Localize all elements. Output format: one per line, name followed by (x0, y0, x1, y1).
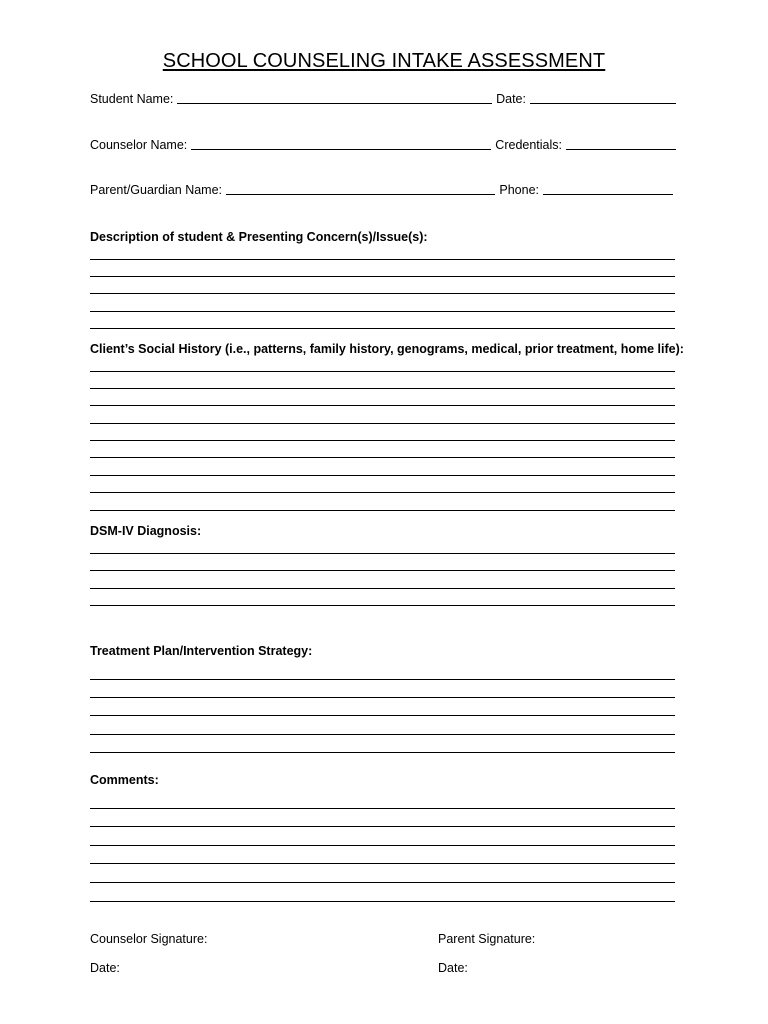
description-line[interactable] (90, 276, 675, 277)
credentials-label: Credentials: (495, 138, 562, 152)
counselor-name-label: Counselor Name: (90, 138, 188, 152)
description-line[interactable] (90, 311, 675, 312)
diagnosis-line[interactable] (90, 570, 675, 571)
counselor-date-label: Date: (90, 961, 120, 975)
parent-signature-label: Parent Signature: (438, 932, 536, 946)
diagnosis-heading: DSM-IV Diagnosis: (90, 524, 202, 538)
treatment-plan-line[interactable] (90, 715, 675, 716)
parent-guardian-name-label: Parent/Guardian Name: (90, 183, 223, 197)
phone-label: Phone: (499, 183, 539, 197)
date-field[interactable] (530, 103, 676, 104)
diagnosis-line[interactable] (90, 605, 675, 606)
treatment-plan-line[interactable] (90, 752, 675, 753)
social-history-line[interactable] (90, 388, 675, 389)
social-history-line[interactable] (90, 457, 675, 458)
description-line[interactable] (90, 293, 675, 294)
treatment-plan-line[interactable] (90, 697, 675, 698)
counselor-info-row (90, 134, 676, 152)
social-history-line[interactable] (90, 510, 675, 511)
comments-line[interactable] (90, 901, 675, 902)
social-history-line[interactable] (90, 371, 675, 372)
description-line[interactable] (90, 328, 675, 329)
diagnosis-line[interactable] (90, 588, 675, 589)
social-history-heading: Client’s Social History (i.e., patterns, family history, genograms, medical, prior treatment, home life): (90, 342, 684, 356)
parent-date-label: Date: (438, 961, 468, 975)
comments-line[interactable] (90, 845, 675, 846)
parent-guardian-name-field[interactable] (226, 194, 495, 195)
description-heading: Description of student & Presenting Concern(s)/Issue(s): (90, 230, 428, 244)
comments-heading: Comments: (90, 773, 159, 787)
treatment-plan-line[interactable] (90, 679, 675, 680)
treatment-plan-line[interactable] (90, 734, 675, 735)
counselor-name-field[interactable] (191, 149, 491, 150)
student-name-label: Student Name: (90, 92, 174, 106)
comments-line[interactable] (90, 826, 675, 827)
counselor-signature-label: Counselor Signature: (90, 932, 208, 946)
comments-line[interactable] (90, 863, 675, 864)
social-history-line[interactable] (90, 423, 675, 424)
phone-field[interactable] (543, 194, 673, 195)
form-title: SCHOOL COUNSELING INTAKE ASSESSMENT (162, 50, 606, 72)
social-history-line[interactable] (90, 492, 675, 493)
student-info-row (90, 88, 676, 106)
date-label: Date: (496, 92, 526, 106)
diagnosis-line[interactable] (90, 553, 675, 554)
social-history-line[interactable] (90, 475, 675, 476)
comments-line[interactable] (90, 882, 675, 883)
social-history-line[interactable] (90, 405, 675, 406)
parent-info-row (90, 179, 676, 197)
credentials-field[interactable] (566, 149, 676, 150)
social-history-line[interactable] (90, 440, 675, 441)
student-name-field[interactable] (177, 103, 492, 104)
treatment-plan-heading: Treatment Plan/Intervention Strategy: (90, 644, 313, 658)
description-line[interactable] (90, 259, 675, 260)
comments-line[interactable] (90, 808, 675, 809)
